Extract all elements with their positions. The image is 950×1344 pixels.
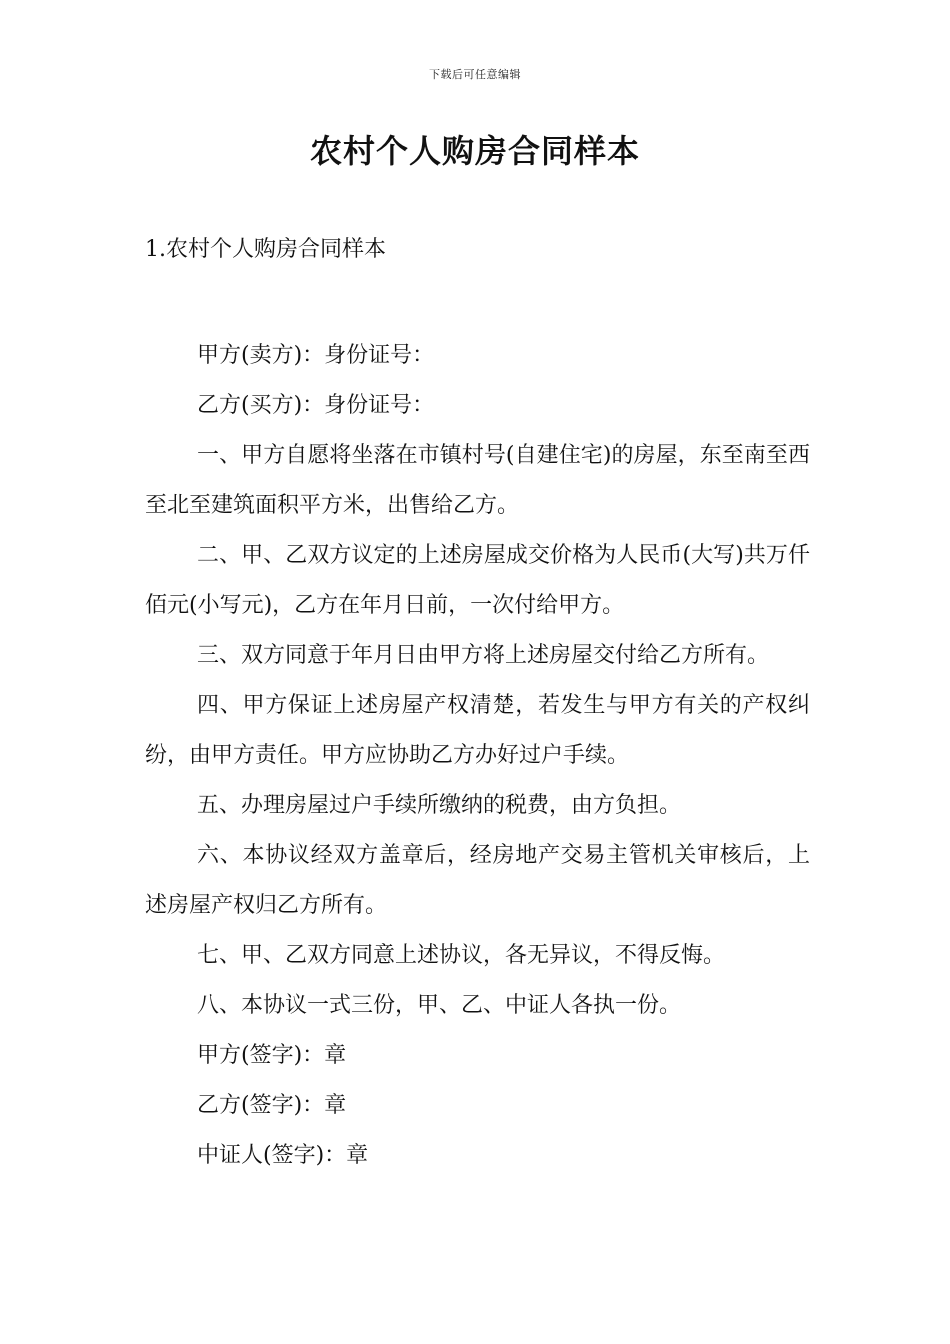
clause-3: 三、双方同意于年月日由甲方将上述房屋交付给乙方所有。 (197, 643, 770, 668)
party-a-line: 甲方(卖方)：身份证号： (197, 343, 435, 368)
clause-1: 一、甲方自愿将坐落在市镇村号(自建住宅)的房屋，东至南至西至北至建筑面积平方米，出售给乙方。 (145, 443, 810, 518)
party-b-line: 乙方(买方)：身份证号： (197, 393, 435, 418)
clause-2: 二、甲、乙双方议定的上述房屋成交价格为人民币(大写)共万仟佰元(小写元)，乙方在年月日前，一次付给甲方。 (145, 543, 810, 618)
clause-4: 四、甲方保证上述房屋产权清楚，若发生与甲方有关的产权纠纷，由甲方责任。甲方应协助乙方办好过户手续。 (145, 693, 810, 768)
signature-witness: 中证人(签字)：章 (197, 1143, 369, 1168)
clause-8: 八、本协议一式三份，甲、乙、中证人各执一份。 (197, 993, 682, 1018)
clause-7: 七、甲、乙双方同意上述协议，各无异议，不得反悔。 (197, 943, 726, 968)
signature-party-b: 乙方(签字)：章 (197, 1093, 347, 1118)
document-title: 农村个人购房合同样本 (309, 132, 640, 170)
signature-party-a: 甲方(签字)：章 (197, 1043, 347, 1068)
header-note: 下载后可任意编辑 (429, 68, 521, 81)
clause-6: 六、本协议经双方盖章后，经房地产交易主管机关审核后，上述房屋产权归乙方所有。 (145, 843, 810, 918)
clause-5: 五、办理房屋过户手续所缴纳的税费，由方负担。 (197, 793, 682, 818)
document-body (145, 331, 810, 1181)
section-heading: 1.农村个人购房合同样本 (145, 237, 386, 262)
